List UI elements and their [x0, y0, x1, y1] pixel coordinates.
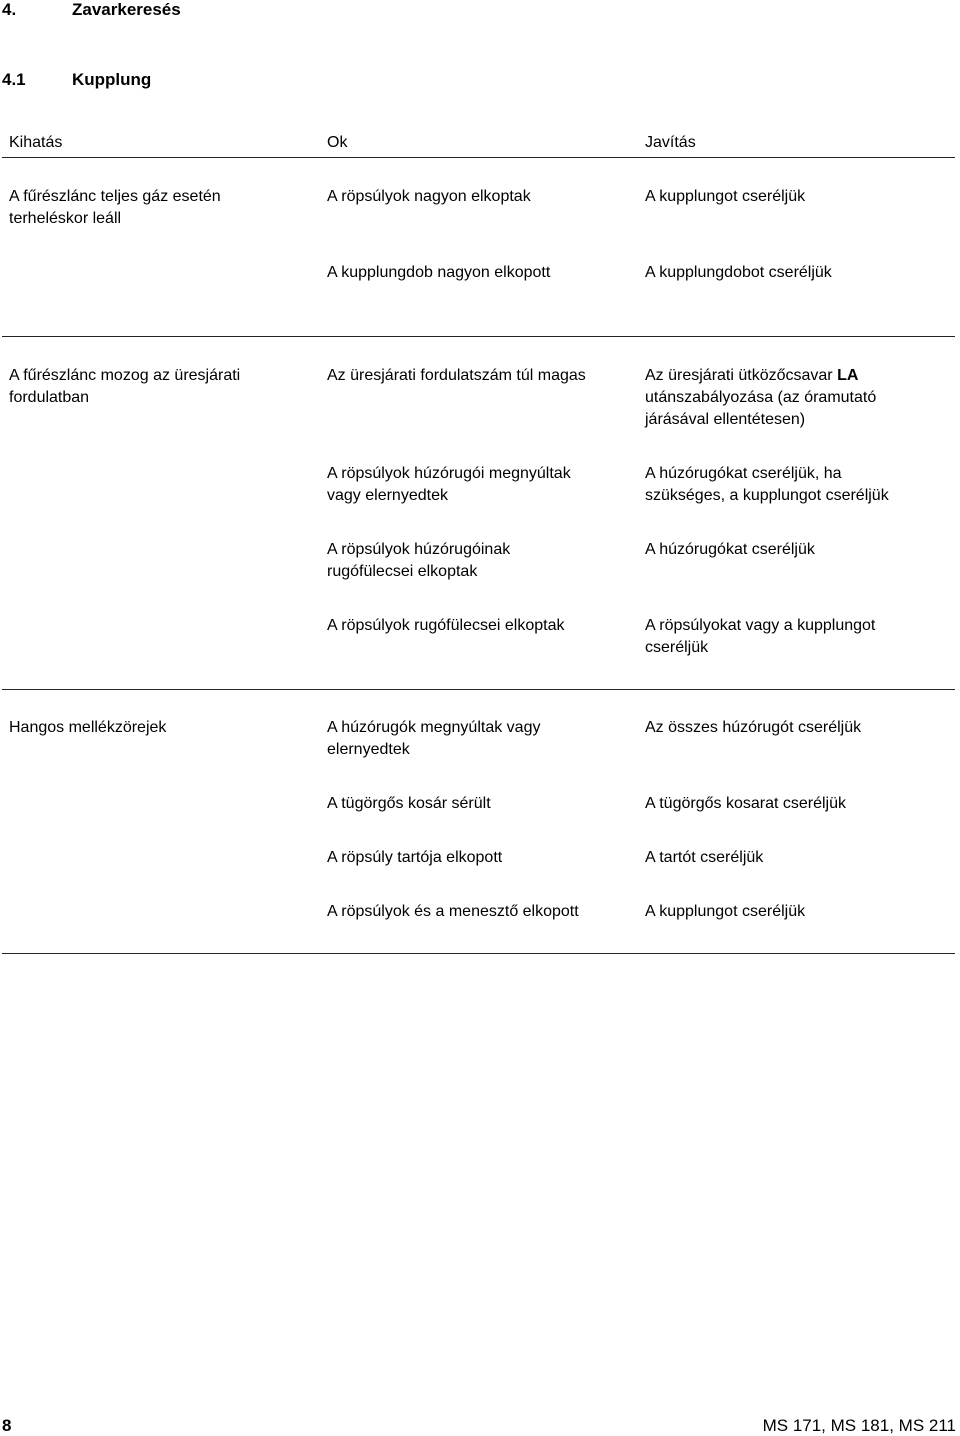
header-effect: Kihatás — [9, 134, 63, 151]
symptom-line: fordulatban — [9, 389, 90, 406]
group-divider — [2, 336, 955, 337]
fix-line: A kupplungot cseréljük — [645, 903, 806, 920]
header-cause: Ok — [327, 134, 348, 151]
screw-label: LA — [837, 367, 859, 384]
symptom-line: A fűrészlánc teljes gáz esetén — [9, 188, 221, 205]
symptom-cell — [9, 365, 279, 409]
fix-line: szükséges, a kupplungot cseréljük — [645, 487, 889, 504]
subsection-number: 4.1 — [2, 70, 26, 89]
section-number: 4. — [2, 0, 17, 19]
fix-cell — [645, 262, 945, 284]
cause-line: A röpsúlyok húzórugóinak — [327, 541, 511, 558]
fix-line: cseréljük — [645, 639, 709, 656]
symptom-line: Hangos mellékzörejek — [9, 719, 167, 736]
cause-line: A röpsúlyok húzórugói megnyúltak — [327, 465, 571, 482]
fix-line: utánszabályozása (az óramutató — [645, 389, 877, 406]
cause-cell — [327, 186, 627, 208]
table-bottom-rule — [2, 953, 955, 954]
fix-line: A tügörgős kosarat cseréljük — [645, 795, 846, 812]
footer-models: MS 171, MS 181, MS 211 — [762, 1416, 956, 1435]
cause-cell — [327, 717, 627, 761]
symptom-line: A fűrészlánc mozog az üresjárati — [9, 367, 241, 384]
header-rule — [2, 157, 955, 158]
cause-line: A kupplungdob nagyon elkopott — [327, 264, 551, 281]
cause-cell — [327, 615, 627, 637]
fix-line: A kupplungdobot cseréljük — [645, 264, 832, 281]
fix-cell — [645, 901, 945, 923]
cause-cell — [327, 901, 627, 923]
symptom-cell — [9, 717, 279, 739]
fix-cell — [645, 847, 945, 869]
cause-cell — [327, 365, 627, 387]
fix-cell — [645, 717, 945, 739]
cause-cell — [327, 539, 627, 583]
cause-cell — [327, 847, 627, 869]
cause-cell — [327, 262, 627, 284]
cause-line: A röpsúlyok rugófülecsei elkoptak — [327, 617, 565, 634]
page-number: 8 — [2, 1416, 12, 1435]
fix-cell — [645, 539, 945, 561]
fix-line: Az összes húzórugót cseréljük — [645, 719, 862, 736]
cause-line: A röpsúly tartója elkopott — [327, 849, 503, 866]
fix-cell — [645, 615, 945, 659]
fix-cell — [645, 365, 945, 431]
fix-line: A kupplungot cseréljük — [645, 188, 806, 205]
fix-cell — [645, 186, 945, 208]
fix-text: Az üresjárati ütközőcsavar — [645, 367, 838, 384]
cause-line: A röpsúlyok és a menesztő elkopott — [327, 903, 579, 920]
header-fix: Javítás — [645, 134, 696, 151]
group-divider — [2, 689, 955, 690]
fix-line: járásával ellentétesen) — [645, 411, 806, 428]
cause-cell — [327, 793, 627, 815]
cause-line: rugófülecsei elkoptak — [327, 563, 478, 580]
fix-line — [645, 365, 945, 387]
cause-cell — [327, 463, 627, 507]
cause-line: elernyedtek — [327, 741, 410, 758]
symptom-line: terheléskor leáll — [9, 210, 122, 227]
cause-line: A röpsúlyok nagyon elkoptak — [327, 188, 531, 205]
fix-line: A húzórugókat cseréljük — [645, 541, 815, 558]
fix-line: A húzórugókat cseréljük, ha — [645, 465, 842, 482]
cause-line: Az üresjárati fordulatszám túl magas — [327, 367, 586, 384]
fix-line: A röpsúlyokat vagy a kupplungot — [645, 617, 876, 634]
subsection-title: Kupplung — [72, 70, 152, 89]
symptom-cell — [9, 186, 279, 230]
cause-line: vagy elernyedtek — [327, 487, 448, 504]
cause-line: A húzórugók megnyúltak vagy — [327, 719, 541, 736]
fix-cell — [645, 793, 945, 815]
fix-cell — [645, 463, 945, 507]
section-title: Zavarkeresés — [72, 0, 181, 19]
cause-line: A tügörgős kosár sérült — [327, 795, 491, 812]
fix-line: A tartót cseréljük — [645, 849, 764, 866]
